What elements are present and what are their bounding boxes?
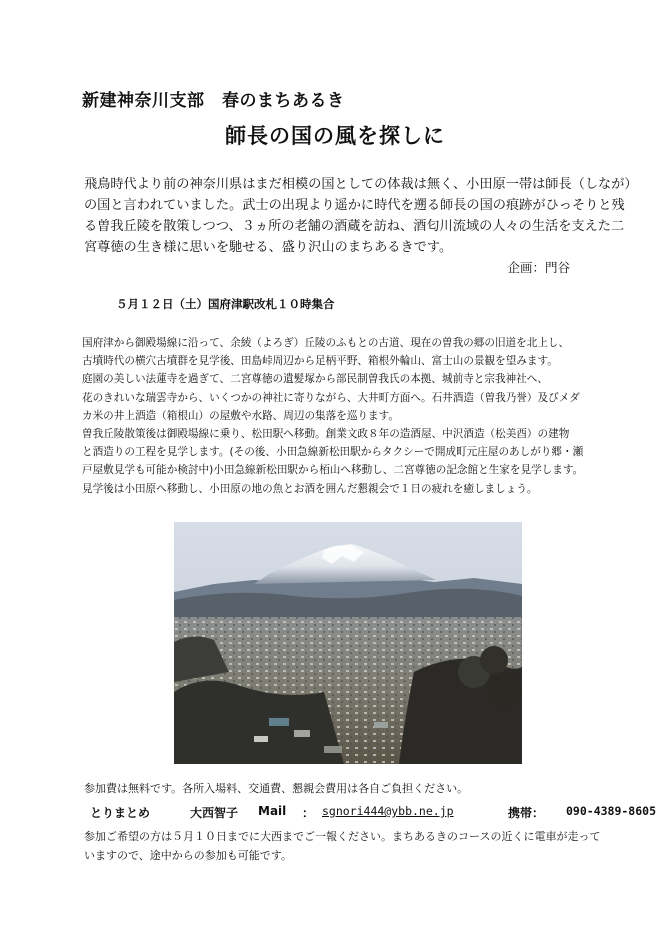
itinerary-line: 戸屋敷見学も可能か検討中)小田急線新松田駅から栢山へ移動し、二宮尊徳の記念館と生家を見学します。 [82,464,584,477]
mail-label: Mail [258,804,287,818]
itinerary-line: と酒造りの工程を見学します。(その後、小田急線新松田駅からタクシーで開成町元庄屋のあしがり郷・瀬 [82,446,584,459]
meeting-info: ５月１２日（土）国府津駅改札１０時集合 [116,297,335,311]
mail-colon: ： [302,806,315,820]
intro-line: 飛鳥時代より前の神奈川県はまだ相模の国としての体裁は無く、小田原一帯は師長（しなが） [84,177,638,192]
notice-line: 参加ご希望の方は５月１０日までに大西までご一報ください。まちあるきのコースの近くに電車が走って [84,830,601,843]
intro-line: の国と言われていました。武士の出現より遥かに時代を遡る師長の国の痕跡がひっそりと残 [84,198,625,213]
mount-fuji-town-photo [174,522,522,764]
itinerary-text [82,334,612,498]
intro-line: る曽我丘陵を散策しつつ、３ヵ所の老舗の酒蔵を訪ね、酒匂川流域の人々の生活を支えた二 [84,219,625,234]
intro-line: 宮尊徳の生き様に思いを馳せる、盛り沢山のまちあるきです。 [84,240,453,255]
itinerary-line: カ米の井上酒造（箱根山）の屋敷や水路、周辺の集落を巡ります。 [82,409,399,422]
organizer-label: とりまとめ [90,806,151,820]
mobile-number: 090-4389-8605 [566,804,657,818]
mail-link[interactable]: sgnori444@ybb.ne.jp [322,804,454,818]
page-heading: 新建神奈川支部 春のまちあるき [82,91,345,111]
intro-paragraph [84,174,638,258]
page-title: 師長の国の風を探しに [225,124,445,148]
itinerary-line: 曽我丘陵散策後は御殿場線に乗り、松田駅へ移動。創業文政８年の造酒屋、中沢酒造（松美酉）の建物 [82,428,570,441]
organizer-name: 大西智子 [190,806,239,820]
planner-credit: 企画：門谷 [507,260,570,275]
notice-line: いますので、途中からの参加も可能です。 [84,848,292,862]
itinerary-line: 見学後は小田原へ移動し、小田原の地の魚とお酒を囲んだ懇親会で１日の疲れを癒しましょう。 [82,482,538,495]
mobile-label: 携帯： [508,806,545,820]
itinerary-line: 花のきれいな瑞雲寺から、いくつかの神社に寄りながら、大井町方面へ。石井酒造（曽我乃誉）及びメダ [82,391,580,404]
itinerary-line: 古墳時代の横穴古墳群を見学後、田島峠周辺から足柄平野、箱根外輪山、富士山の景観を望みます。 [82,355,558,368]
fee-info: 参加費は無料です。各所入場料、交通費、懇親会費用は各自ご負担ください。 [84,782,469,795]
itinerary-line: 庭園の美しい法蓮寺を過ぎて、二宮尊徳の遺髪塚から部民制曽我氏の本拠、城前寺と宗我神社へ、 [82,373,548,386]
itinerary-line: 国府津から御殿場線に沿って、余綾（よろぎ）丘陵のふもとの古道、現在の曽我の郷の旧道を北上し、 [82,337,570,349]
participation-notice [84,828,600,865]
